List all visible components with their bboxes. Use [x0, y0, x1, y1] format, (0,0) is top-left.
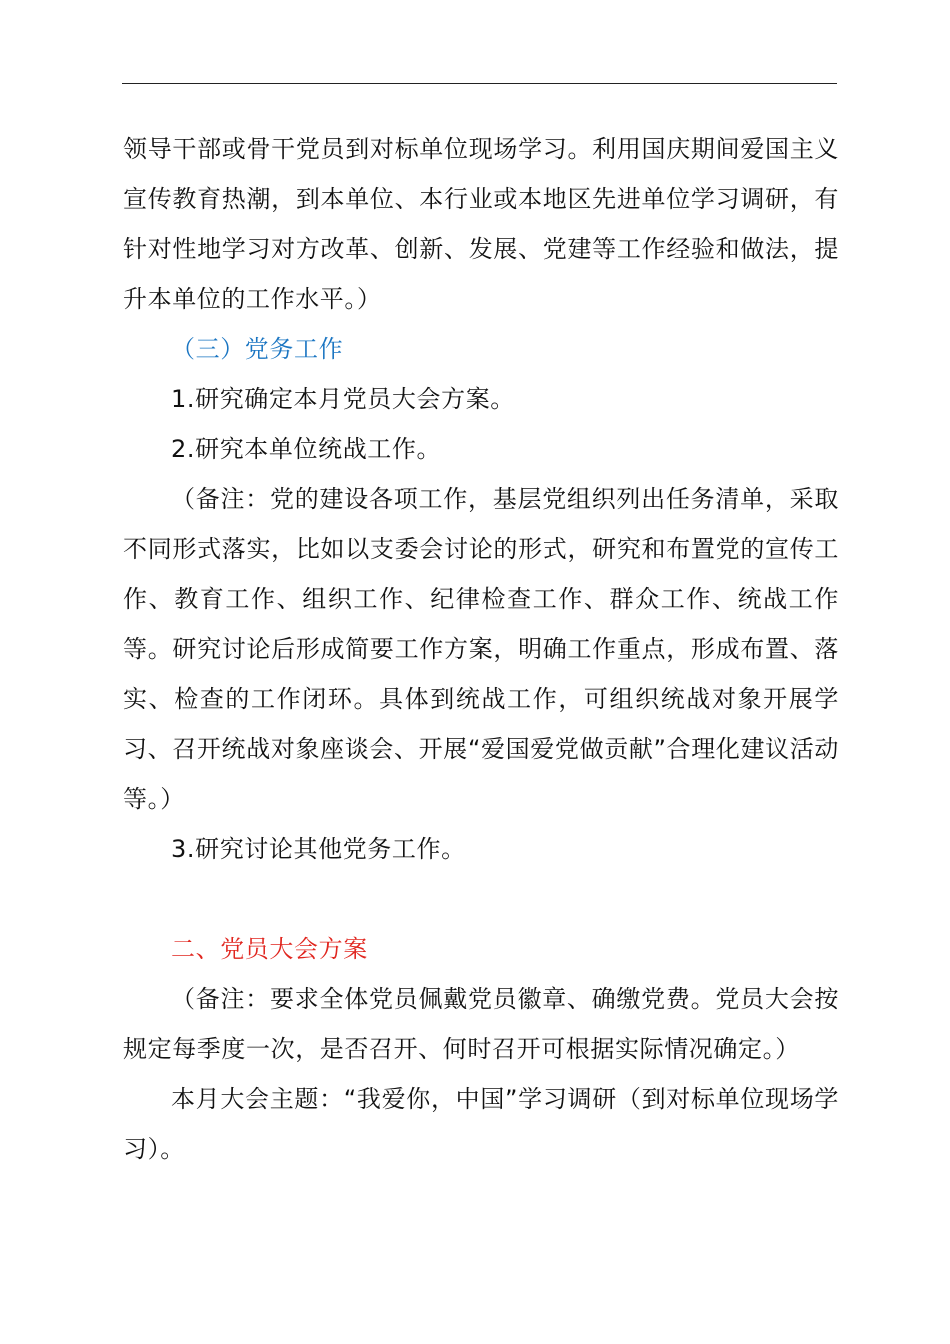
congress-theme: 本月大会主题：“我爱你，中国”学习调研（到对标单位现场学习）。	[123, 1085, 839, 1163]
list-item-2: 2.研究本单位统战工作。	[171, 435, 442, 463]
document-body	[123, 124, 839, 1174]
paragraph-benchmark-study: 领导干部或骨干党员到对标单位现场学习。利用国庆期间爱国主义宣传教育热潮，到本单位、本行业或本地区先进单位学习调研，有针对性地学习对方改革、创新、发展、党建等工作经验和做法，提升本单位的工作水平。）	[123, 135, 839, 313]
note-party-congress: （备注：要求全体党员佩戴党员徽章、确缴党费。党员大会按规定每季度一次，是否召开、何时召开可根据实际情况确定。）	[123, 985, 839, 1063]
section-spacer	[123, 874, 839, 924]
subheading-party-affairs: （三）党务工作	[171, 335, 344, 363]
list-item-1: 1.研究确定本月党员大会方案。	[171, 385, 515, 413]
note-party-building: （备注：党的建设各项工作，基层党组织列出任务清单，采取不同形式落实，比如以支委会讨论的形式，研究和布置党的宣传工作、教育工作、组织工作、纪律检查工作、群众工作、统战工作等。研究讨论后形成简要工作方案，明确工作重点，形成布置、落实、检查的工作闭环。具体到统战工作，可组织统战对象开展学习、召开统战对象座谈会、开展“爱国爱党做贡献”合理化建议活动等。）	[123, 485, 839, 813]
header-rule	[122, 83, 837, 84]
heading-party-congress-plan: 二、党员大会方案	[171, 935, 368, 963]
list-item-3: 3.研究讨论其他党务工作。	[171, 835, 466, 863]
